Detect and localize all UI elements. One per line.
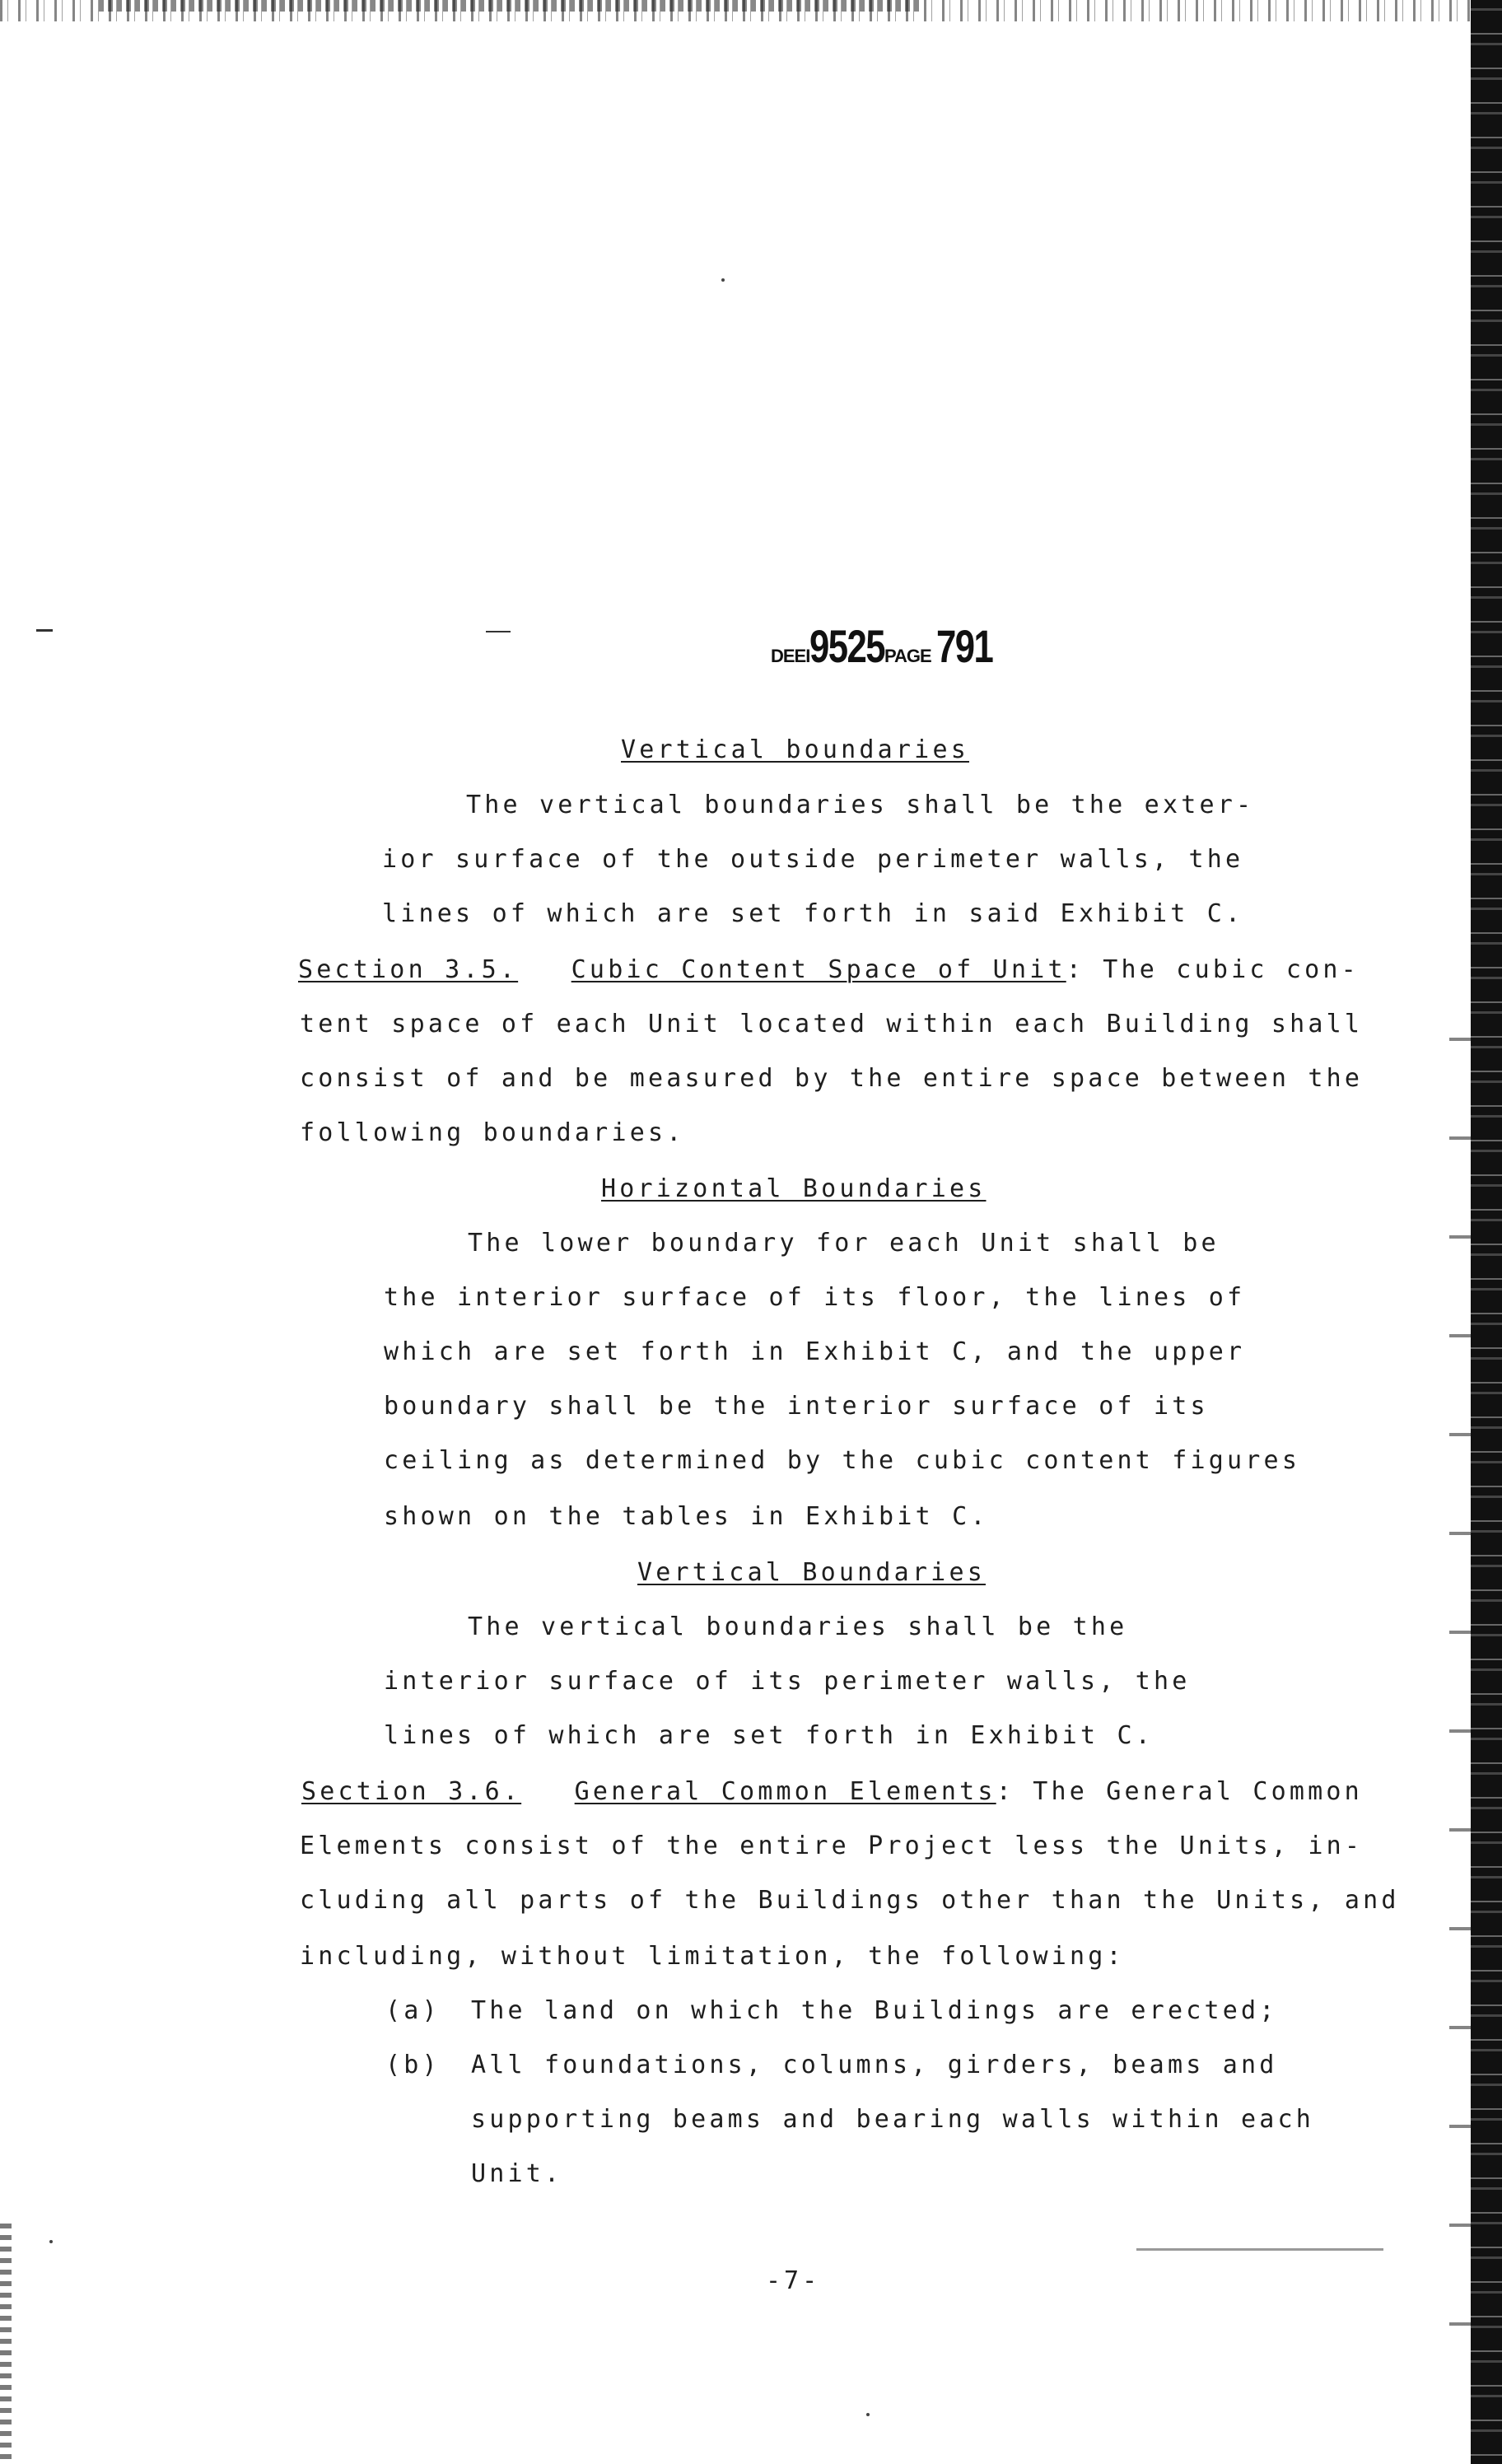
text-line: shown on the tables in Exhibit C. bbox=[384, 1502, 989, 1531]
scan-noise-left bbox=[0, 2224, 12, 2464]
text-line: ior surface of the outside perimeter walls, the bbox=[382, 845, 1244, 874]
section-number: Section 3.5. bbox=[298, 955, 519, 984]
text-line: boundary shall be the interior surface of its bbox=[384, 1392, 1209, 1421]
list-item-b-marker: (b) bbox=[385, 2051, 441, 2079]
heading-vertical-boundaries: Vertical boundaries bbox=[621, 735, 969, 764]
list-item-a-marker: (a) bbox=[385, 1996, 441, 2025]
text-line: Elements consist of the entire Project less the Units, in- bbox=[300, 1832, 1364, 1860]
scan-edge-right bbox=[1471, 0, 1502, 2464]
text-line: following boundaries. bbox=[300, 1118, 685, 1147]
section-3-6-line bbox=[301, 1777, 1363, 1807]
scan-noise-top-dense bbox=[99, 0, 922, 12]
recording-stamp bbox=[771, 619, 1008, 673]
list-item-b-text: Unit. bbox=[471, 2159, 563, 2188]
scan-speck bbox=[721, 278, 725, 282]
scan-mark bbox=[486, 631, 511, 632]
text-line: consist of and be measured by the entire space between the bbox=[300, 1064, 1364, 1093]
heading-horizontal-boundaries: Horizontal Boundaries bbox=[601, 1174, 987, 1203]
text-line: lines of which are set forth in said Exhibit C. bbox=[382, 899, 1244, 928]
text-line: The vertical boundaries shall be the bbox=[468, 1612, 1128, 1641]
stamp-page-label: PAGE bbox=[884, 646, 931, 666]
text-line: The vertical boundaries shall be the exter- bbox=[466, 791, 1255, 819]
stamp-page-number: 791 bbox=[935, 620, 992, 672]
text-line: interior surface of its perimeter walls, the bbox=[384, 1667, 1191, 1696]
heading-vertical-boundaries-2: Vertical Boundaries bbox=[637, 1558, 986, 1587]
text-line: ceiling as determined by the cubic content figures bbox=[384, 1446, 1301, 1475]
text-line: The lower boundary for each Unit shall be bbox=[468, 1229, 1220, 1258]
text-line: cluding all parts of the Buildings other than the Units, and bbox=[300, 1886, 1400, 1915]
section-3-5-line bbox=[298, 955, 1360, 985]
scan-mark bbox=[1136, 2248, 1383, 2251]
text-line: tent space of each Unit located within each Building shall bbox=[300, 1010, 1364, 1038]
section-text: : The General Common bbox=[996, 1777, 1363, 1806]
scan-speck bbox=[49, 2240, 53, 2243]
section-title: General Common Elements bbox=[574, 1777, 996, 1806]
list-item-a-text: The land on which the Buildings are erected; bbox=[471, 1996, 1278, 2025]
scan-noise-right bbox=[1449, 988, 1471, 2388]
section-number: Section 3.6. bbox=[301, 1777, 522, 1806]
section-text: : The cubic con- bbox=[1066, 955, 1360, 984]
scan-mark bbox=[36, 629, 53, 632]
text-line: including, without limitation, the following: bbox=[300, 1942, 1125, 1971]
text-line: lines of which are set forth in Exhibit C. bbox=[384, 1721, 1154, 1750]
stamp-prefix: DEEI bbox=[771, 646, 810, 666]
stamp-book-number: 9525 bbox=[809, 620, 885, 672]
page-number: -7- bbox=[766, 2266, 821, 2295]
text-line: which are set forth in Exhibit C, and the upper bbox=[384, 1337, 1246, 1366]
list-item-b-text: supporting beams and bearing walls within each bbox=[471, 2105, 1315, 2134]
scan-speck bbox=[866, 2413, 870, 2416]
section-title: Cubic Content Space of Unit bbox=[571, 955, 1066, 984]
text-line: the interior surface of its floor, the lines of bbox=[384, 1283, 1246, 1312]
list-item-b-text: All foundations, columns, girders, beams and bbox=[471, 2051, 1278, 2079]
